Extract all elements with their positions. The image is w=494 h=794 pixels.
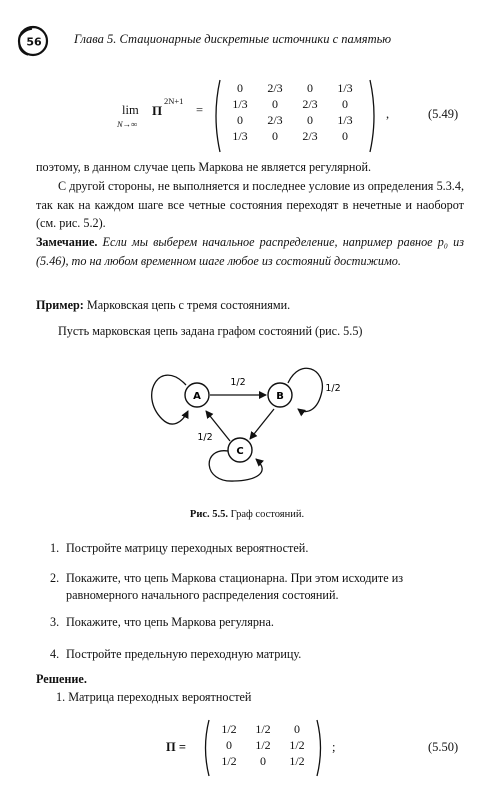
matrix-row: 1/3 0 2/3 0: [232, 129, 348, 143]
solution-label: Решение.: [36, 672, 87, 686]
pi-power: 2N+1: [164, 96, 184, 106]
pi-symbol: Π: [152, 103, 163, 118]
paragraph: С другой стороны, не выполняется и последнее условие из определения 5.3.4, так как на каждом шаге все четные состояния переходят в нечетные и наоборот (см. рис. 5.2).: [36, 179, 464, 230]
matrix-row: 1/3 0 2/3 0: [232, 97, 348, 111]
task-list: 1. Постройте матрицу переходных вероятностей. 2. Покажите, что цепь Маркова стационарна. При этом исходите из равномерного начального распределения состояний. 3. Покажите, что цепь Маркова регулярна. 4. Постройте предельную переходную матрицу.: [50, 541, 404, 661]
state-graph: [150, 355, 370, 505]
example-text: Марковская цепь с тремя состояниями.: [86, 298, 291, 312]
edge-b-c: [250, 409, 274, 439]
equals-sign: =: [196, 103, 204, 117]
edge-a-self: [152, 375, 188, 424]
remark-label: Замечание.: [36, 235, 98, 249]
edge-label-b-self: 1/2: [325, 383, 341, 394]
caption-text: Граф состояний.: [230, 509, 305, 520]
node-c-label: C: [236, 446, 244, 457]
matrix-row: 0 2/3 0 1/3: [237, 113, 353, 127]
equation-number: (5.50): [428, 740, 459, 754]
page-header: [16, 22, 486, 52]
edge-label-ab: 1/2: [230, 377, 246, 388]
matrix-5-50: [212, 721, 314, 769]
solution-step: 1. Матрица переходных вероятностей: [56, 690, 252, 704]
remark: [36, 233, 464, 270]
chapter-title: Глава 5. Стационарные дискретные источники с памятью: [74, 32, 392, 46]
edge-label-ca: 1/2: [197, 432, 213, 443]
lim-subscript: N→∞: [117, 119, 138, 129]
equation-number: (5.49): [428, 107, 459, 121]
lim-operator: lim: [122, 103, 139, 117]
paragraph: поэтому, в данном случае цепь Маркова не является регулярной.: [36, 160, 372, 174]
figure-caption: [0, 509, 494, 520]
node-a-label: A: [193, 391, 201, 402]
caption-label: Рис. 5.5.: [189, 509, 229, 520]
edge-b-self: [288, 368, 322, 411]
page-number: 56: [26, 35, 42, 49]
node-b-label: B: [276, 391, 284, 402]
matrix-row: 1/2 0 1/2: [221, 754, 305, 768]
matrix-5-49: [224, 80, 364, 144]
matrix-row: 0 2/3 0 1/3: [237, 81, 353, 95]
page-number-logo: [16, 24, 50, 58]
paragraph: Пусть марковская цепь задана графом состояний (рис. 5.5): [58, 324, 363, 338]
matrix-row: 1/2 1/2 0: [221, 722, 300, 736]
matrix-trail: ;: [332, 740, 336, 754]
example: [36, 296, 464, 315]
matrix-row: 0 1/2 1/2: [226, 738, 305, 752]
example-label: Пример:: [36, 298, 84, 312]
matrix-trail: ,: [386, 107, 390, 121]
remark-text: Если мы выберем начальное распределение, например равное p₀ из (5.46), то на любом временном шаге любое из состояний достижимо.: [36, 235, 464, 268]
pi-lhs: Π =: [166, 740, 186, 754]
